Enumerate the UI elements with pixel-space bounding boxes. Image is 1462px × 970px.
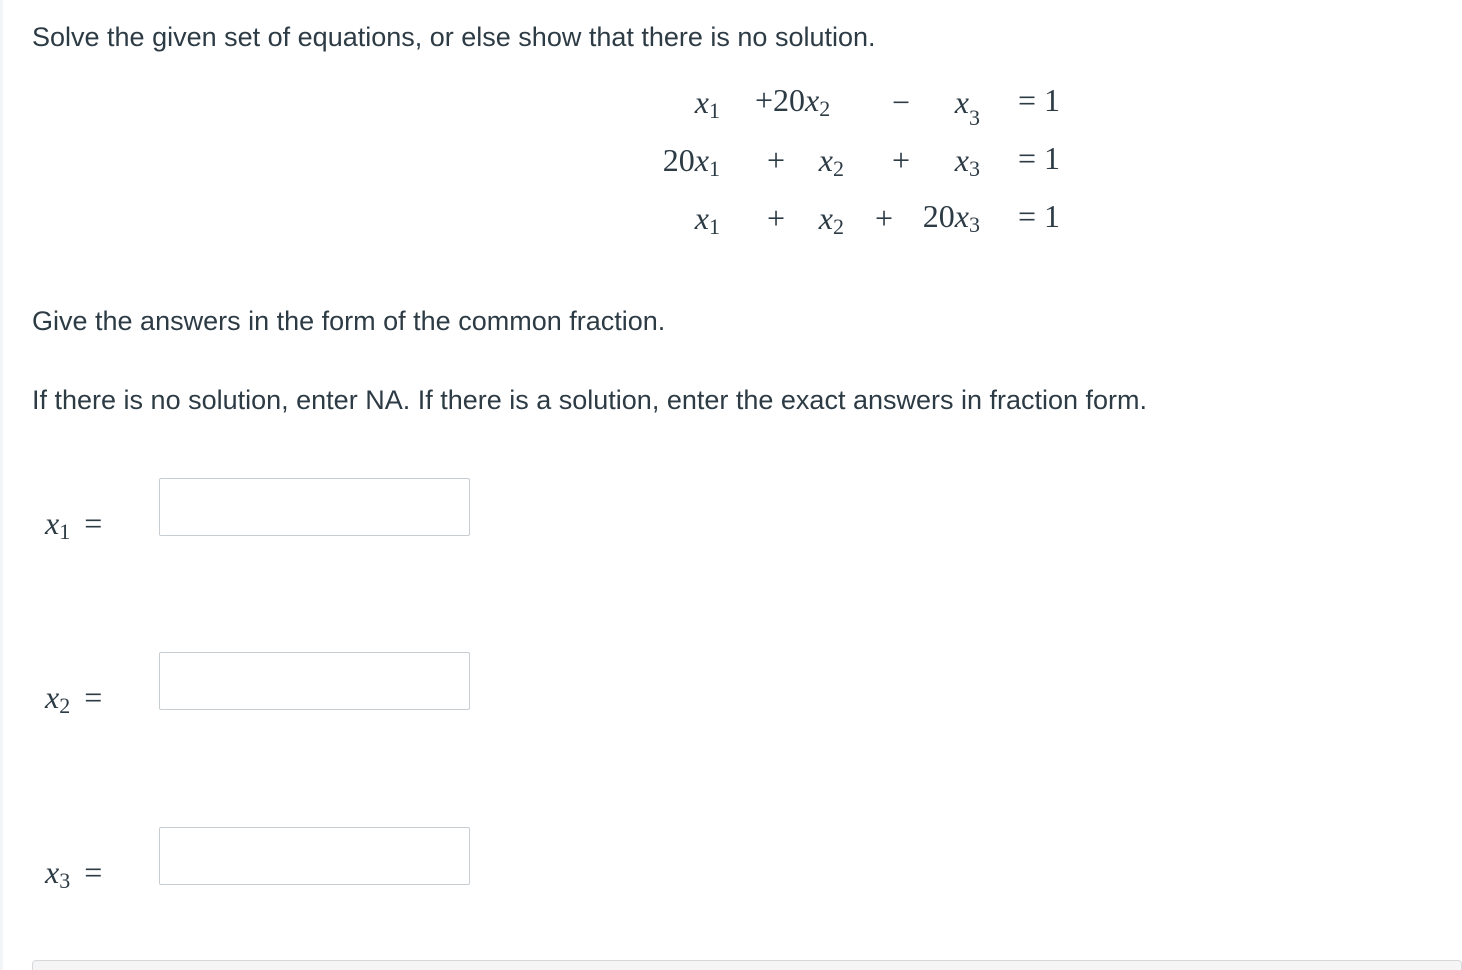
eq2-rhs: = 1 [1018, 140, 1061, 176]
eq3-term3: $20x_3$ [922, 198, 980, 237]
answer-label-x2: $x_2$ = [45, 679, 103, 718]
x2-answer-input[interactable] [159, 652, 470, 710]
answer-label-x1: $x_1$ = [45, 505, 103, 544]
eq3-rhs: = 1 [1018, 198, 1061, 234]
x1-answer-input[interactable] [159, 478, 470, 536]
eq2-op2: + [766, 142, 786, 178]
instruction-fraction: Give the answers in the form of the common fraction. [32, 306, 666, 336]
eq2-term2: $x_2$ [818, 142, 844, 181]
bottom-panel [32, 960, 1462, 970]
eq2-term1: $20x_1$ [662, 142, 720, 181]
eq3-op3: + [874, 200, 894, 236]
left-border [0, 0, 3, 970]
eq1-term2: $+20x_2$ [755, 82, 831, 121]
answer-label-x3: $x_3$ = [45, 854, 103, 893]
x3-answer-input[interactable] [159, 827, 470, 885]
instruction-na: If there is no solution, enter NA. If there is a solution, enter the exact answers in fraction form. [32, 385, 1148, 415]
eq1-term3: $x_3$ [954, 84, 980, 130]
eq1-rhs: = 1 [1018, 82, 1061, 118]
question-prompt: Solve the given set of equations, or else show that there is no solution. [32, 22, 876, 52]
eq2-op3: + [891, 142, 911, 178]
eq1-op3: − [891, 84, 911, 120]
eq1-term1: $x_1$ [694, 84, 720, 123]
eq2-term3: $x_3$ [954, 142, 980, 181]
eq3-term1: $x_1$ [694, 200, 720, 239]
eq3-term2: $x_2$ [818, 200, 844, 239]
eq3-op2: + [766, 200, 786, 236]
